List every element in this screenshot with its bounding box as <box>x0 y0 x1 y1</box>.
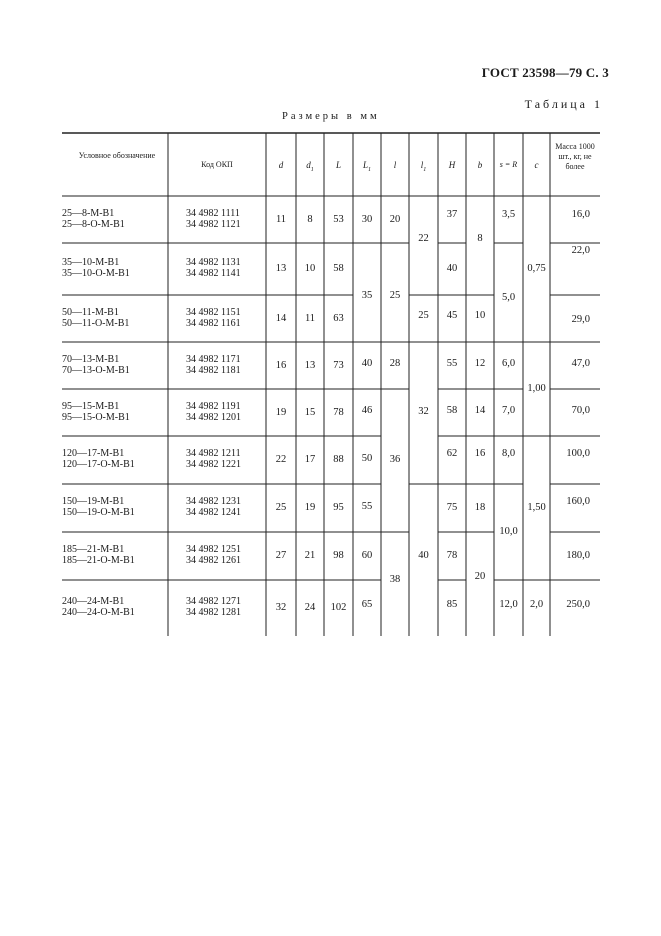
designation-line: 185—21-М-В1 <box>62 544 125 555</box>
cell-d: 16 <box>275 360 287 371</box>
cell-b: 14 <box>474 405 486 416</box>
cell-mass: 70,0 <box>571 405 590 416</box>
cell-s-r: 8,0 <box>501 448 516 459</box>
cell-mass: 47,0 <box>571 358 590 369</box>
designation-line: 70—13-О-М-В1 <box>62 365 130 376</box>
cell-mass: 100,0 <box>566 448 590 459</box>
col-header-L1-sub: 1 <box>368 166 371 173</box>
cell-d: 11 <box>275 214 287 225</box>
cell-d1: 8 <box>307 214 313 225</box>
designation-line: 35—10-М-В1 <box>62 257 120 268</box>
cell-d1: 10 <box>304 263 316 274</box>
cell-l: 38 <box>389 574 401 585</box>
cell-L1: 55 <box>361 501 373 512</box>
col-header-H: H <box>448 160 456 170</box>
cell-H: 62 <box>446 448 458 459</box>
cell-L1: 50 <box>361 453 373 464</box>
cell-d: 13 <box>275 263 287 274</box>
cell-d: 32 <box>275 602 287 613</box>
cell-mass: 250,0 <box>566 599 590 610</box>
col-header-l1-label: l <box>420 160 424 170</box>
cell-d1: 11 <box>304 313 316 324</box>
cell-H: 40 <box>446 263 458 274</box>
col-header-d1-label: d <box>306 160 311 170</box>
cell-H: 45 <box>446 310 458 321</box>
cell-b: 12 <box>474 358 486 369</box>
cell-H: 85 <box>446 599 458 610</box>
col-header-L: L <box>335 160 341 170</box>
cell-L: 98 <box>333 550 344 561</box>
designation-line: 25—8-М-В1 <box>62 208 115 219</box>
cell-L1: 65 <box>361 599 373 610</box>
cell-d1: 24 <box>304 602 316 613</box>
cell-mass: 29,0 <box>571 314 590 325</box>
designation-line: 150—19-О-М-В1 <box>62 507 135 518</box>
designation-line: 95—15-О-М-В1 <box>62 412 130 423</box>
cell-l: 20 <box>389 214 401 225</box>
cell-L1: 35 <box>361 290 373 301</box>
col-header-mass: Масса 1000 шт., кг, не более <box>555 142 595 171</box>
cell-b: 8 <box>477 233 483 244</box>
cell-c: 1,00 <box>527 383 546 394</box>
units-caption: Размеры в мм <box>282 111 380 122</box>
col-header-L1 <box>353 160 381 175</box>
col-header-b: b <box>477 160 483 170</box>
col-header-d1 <box>296 160 324 175</box>
okp-code-line: 34 4982 1181 <box>186 365 241 376</box>
cell-d: 27 <box>275 550 287 561</box>
cell-s-r: 5,0 <box>501 292 516 303</box>
col-header-designation: Условное обозначение <box>78 151 156 160</box>
cell-b: 20 <box>474 571 486 582</box>
designation-line: 185—21-О-М-В1 <box>62 555 135 566</box>
okp-code-line: 34 4982 1241 <box>186 507 241 518</box>
cell-L1: 60 <box>361 550 373 561</box>
cell-b: 18 <box>474 502 486 513</box>
cell-s-r: 3,5 <box>501 209 516 220</box>
cell-l: 28 <box>389 358 401 369</box>
cell-mass: 16,0 <box>571 209 590 220</box>
cell-L: 78 <box>333 407 344 418</box>
designation-line: 150—19-М-В1 <box>62 496 125 507</box>
cell-s-r: 12,0 <box>499 599 518 610</box>
cell-b: 10 <box>474 310 486 321</box>
designation-line: 240—24-М-В1 <box>62 596 125 607</box>
cell-d: 14 <box>275 313 287 324</box>
col-header-c: c <box>534 160 539 170</box>
cell-L1: 40 <box>361 358 373 369</box>
designation-line: 240—24-О-М-В1 <box>62 607 135 618</box>
cell-L: 95 <box>333 502 344 513</box>
cell-d1: 21 <box>304 550 316 561</box>
col-header-d: d <box>278 160 284 170</box>
cell-L: 53 <box>333 214 344 225</box>
cell-L1: 30 <box>361 214 373 225</box>
cell-s-r: 6,0 <box>501 358 516 369</box>
okp-code-line: 34 4982 1191 <box>186 401 241 412</box>
cell-H: 75 <box>446 502 458 513</box>
col-header-s-r: s = R <box>499 160 518 169</box>
okp-code-line: 34 4982 1261 <box>186 555 241 566</box>
okp-code-line: 34 4982 1271 <box>186 596 241 607</box>
cell-H: 58 <box>446 405 458 416</box>
designation-line: 70—13-М-В1 <box>62 354 120 365</box>
col-header-l: l <box>393 160 397 170</box>
cell-d: 22 <box>275 454 287 465</box>
cell-L: 58 <box>333 263 344 274</box>
cell-mass: 160,0 <box>566 496 590 507</box>
designation-line: 120—17-О-М-В1 <box>62 459 135 470</box>
okp-code-line: 34 4982 1251 <box>186 544 241 555</box>
col-header-okp: Код ОКП <box>201 160 233 169</box>
cell-L: 88 <box>333 454 344 465</box>
cell-H: 55 <box>446 358 458 369</box>
cell-mass: 22,0 <box>571 245 590 256</box>
okp-code-line: 34 4982 1121 <box>186 219 241 230</box>
okp-code-line: 34 4982 1231 <box>186 496 241 507</box>
okp-code-line: 34 4982 1281 <box>186 607 241 618</box>
col-header-l1 <box>409 160 438 175</box>
okp-code-line: 34 4982 1151 <box>186 307 241 318</box>
col-header-l1-sub: 1 <box>423 166 427 173</box>
okp-code-line: 34 4982 1201 <box>186 412 241 423</box>
cell-b: 16 <box>474 448 486 459</box>
designation-line: 35—10-О-М-В1 <box>62 268 130 279</box>
cell-l1: 25 <box>418 310 429 321</box>
designation-line: 120—17-М-В1 <box>62 448 125 459</box>
okp-code-line: 34 4982 1221 <box>186 459 241 470</box>
okp-code-line: 34 4982 1131 <box>186 257 241 268</box>
designation-line: 95—15-М-В1 <box>62 401 120 412</box>
cell-L1: 46 <box>361 405 373 416</box>
cell-H: 37 <box>446 209 458 220</box>
okp-code-line: 34 4982 1141 <box>186 268 241 279</box>
cell-l1: 32 <box>418 406 429 417</box>
cell-l: 25 <box>389 290 401 301</box>
cell-H: 78 <box>446 550 458 561</box>
cell-c: 1,50 <box>527 502 546 513</box>
col-header-d1-sub: 1 <box>310 166 314 173</box>
col-header-L1-label: L <box>362 160 368 170</box>
cell-s-r: 10,0 <box>499 526 518 537</box>
designation-line: 50—11-О-М-В1 <box>62 318 130 329</box>
cell-d1: 15 <box>304 407 316 418</box>
okp-code-line: 34 4982 1211 <box>186 448 241 459</box>
cell-L: 102 <box>330 602 347 613</box>
cell-d: 25 <box>275 502 287 513</box>
cell-l1: 40 <box>418 550 429 561</box>
cell-s-r: 7,0 <box>501 405 516 416</box>
okp-code-line: 34 4982 1161 <box>186 318 241 329</box>
designation-line: 50—11-М-В1 <box>62 307 119 318</box>
cell-mass: 180,0 <box>566 550 590 561</box>
okp-code-line: 34 4982 1111 <box>186 208 240 219</box>
cell-l1: 22 <box>418 233 429 244</box>
cell-d1: 17 <box>304 454 316 465</box>
cell-d: 19 <box>275 407 287 418</box>
cell-d1: 19 <box>304 502 316 513</box>
document-number: ГОСТ 23598—79 С. 3 <box>481 65 609 80</box>
okp-code-line: 34 4982 1171 <box>186 354 241 365</box>
table-title: Таблица 1 <box>524 97 603 111</box>
cell-L: 63 <box>333 313 344 324</box>
cell-c: 2,0 <box>529 599 544 610</box>
cell-l: 36 <box>389 454 401 465</box>
cell-L: 73 <box>333 360 344 371</box>
cell-d1: 13 <box>304 360 316 371</box>
cell-c: 0,75 <box>527 263 546 274</box>
designation-line: 25—8-О-М-В1 <box>62 219 125 230</box>
